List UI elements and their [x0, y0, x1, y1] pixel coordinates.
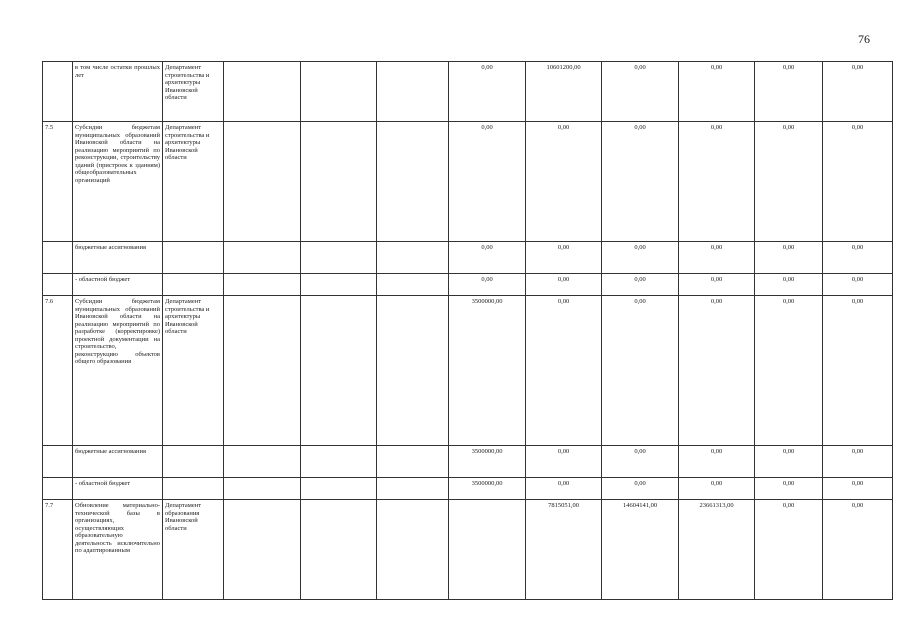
row-col6	[377, 478, 449, 500]
row-value-2: 0,00	[526, 274, 602, 296]
row-executor: Департамент строительства и архитектуры Ивановской области	[163, 62, 224, 122]
row-col5	[301, 242, 377, 274]
row-value-4: 0,00	[679, 274, 755, 296]
row-value-5: 0,00	[755, 500, 823, 600]
row-name: - областной бюджет	[73, 478, 163, 500]
table-row	[43, 478, 893, 500]
row-col5	[301, 122, 377, 242]
row-name: Обновление материально-технической базы в организациях, осуществляющих образовательную деятельность исключительно по адаптированным	[73, 500, 163, 600]
row-value-4: 0,00	[679, 122, 755, 242]
row-name: Субсидии бюджетам муниципальных образований Ивановской области на реализацию мероприятий по реконструкции, строительству зданий (пристроек к зданиям) общеобразовательных организаций	[73, 122, 163, 242]
row-name: бюджетные ассигнования	[73, 242, 163, 274]
row-value-5: 0,00	[755, 478, 823, 500]
row-value-3: 0,00	[602, 242, 679, 274]
row-name: - областной бюджет	[73, 274, 163, 296]
row-name: бюджетные ассигнования	[73, 446, 163, 478]
row-col6	[377, 122, 449, 242]
row-value-6: 0,00	[823, 446, 893, 478]
row-value-2: 0,00	[526, 296, 602, 446]
row-executor: Департамент образования Ивановской области	[163, 500, 224, 600]
row-value-4: 0,00	[679, 478, 755, 500]
row-index	[43, 274, 73, 296]
row-col5	[301, 478, 377, 500]
row-value-1: 0,00	[449, 274, 526, 296]
row-col4	[224, 122, 301, 242]
row-value-5: 0,00	[755, 296, 823, 446]
row-col6	[377, 446, 449, 478]
row-value-5: 0,00	[755, 242, 823, 274]
row-col6	[377, 500, 449, 600]
row-value-1: 0,00	[449, 242, 526, 274]
row-col4	[224, 62, 301, 122]
row-value-4: 0,00	[679, 62, 755, 122]
row-index	[43, 478, 73, 500]
row-col4	[224, 242, 301, 274]
row-value-3: 14604141,00	[602, 500, 679, 600]
row-index	[43, 446, 73, 478]
table-row	[43, 122, 893, 242]
table-row	[43, 296, 893, 446]
row-value-2: 0,00	[526, 446, 602, 478]
row-value-6: 0,00	[823, 478, 893, 500]
row-col4	[224, 274, 301, 296]
row-value-5: 0,00	[755, 62, 823, 122]
row-value-2: 0,00	[526, 122, 602, 242]
row-value-6: 0,00	[823, 122, 893, 242]
row-col4	[224, 500, 301, 600]
row-value-1: 3500000,00	[449, 478, 526, 500]
row-value-1: 0,00	[449, 122, 526, 242]
table-row	[43, 274, 893, 296]
row-value-4: 23661313,00	[679, 500, 755, 600]
table-row	[43, 242, 893, 274]
row-col6	[377, 62, 449, 122]
row-index: 7.5	[43, 122, 73, 242]
row-value-6: 0,00	[823, 296, 893, 446]
row-value-3: 0,00	[602, 296, 679, 446]
row-value-3: 0,00	[602, 478, 679, 500]
row-value-1: 3500000,00	[449, 446, 526, 478]
row-value-2: 0,00	[526, 478, 602, 500]
row-executor	[163, 446, 224, 478]
row-col4	[224, 446, 301, 478]
row-value-5: 0,00	[755, 274, 823, 296]
row-index	[43, 242, 73, 274]
row-col5	[301, 446, 377, 478]
row-value-3: 0,00	[602, 122, 679, 242]
row-col6	[377, 242, 449, 274]
row-col5	[301, 274, 377, 296]
row-name: Субсидии бюджетам муниципальных образований Ивановской области на реализацию мероприятий по разработке (корректировке) проектной документации на строительство, реконструкцию объектов общего образования	[73, 296, 163, 446]
row-value-4: 0,00	[679, 296, 755, 446]
row-col4	[224, 296, 301, 446]
row-value-3: 0,00	[602, 446, 679, 478]
row-executor	[163, 274, 224, 296]
row-value-4: 0,00	[679, 242, 755, 274]
row-index	[43, 62, 73, 122]
row-executor: Департамент строительства и архитектуры Ивановской области	[163, 296, 224, 446]
row-executor: Департамент строительства и архитектуры Ивановской области	[163, 122, 224, 242]
table-row	[43, 446, 893, 478]
table-row	[43, 62, 893, 122]
row-value-1: 3500000,00	[449, 296, 526, 446]
row-value-4: 0,00	[679, 446, 755, 478]
page-number: 76	[858, 32, 870, 46]
row-col5	[301, 62, 377, 122]
row-col6	[377, 274, 449, 296]
row-executor	[163, 478, 224, 500]
row-name: в том числе остатки прошлых лет	[73, 62, 163, 122]
row-value-1: 0,00	[449, 62, 526, 122]
table-row	[43, 500, 893, 600]
row-value-6: 0,00	[823, 274, 893, 296]
row-executor	[163, 242, 224, 274]
row-index: 7.6	[43, 296, 73, 446]
row-index: 7.7	[43, 500, 73, 600]
budget-table	[42, 61, 893, 600]
row-value-3: 0,00	[602, 274, 679, 296]
row-value-6: 0,00	[823, 242, 893, 274]
row-col4	[224, 478, 301, 500]
row-value-2: 7815051,00	[526, 500, 602, 600]
row-value-6: 0,00	[823, 500, 893, 600]
row-value-3: 0,00	[602, 62, 679, 122]
row-col5	[301, 296, 377, 446]
row-value-2: 10601200,00	[526, 62, 602, 122]
row-value-1	[449, 500, 526, 600]
row-col5	[301, 500, 377, 600]
row-value-5: 0,00	[755, 122, 823, 242]
row-value-6: 0,00	[823, 62, 893, 122]
row-value-2: 0,00	[526, 242, 602, 274]
row-col6	[377, 296, 449, 446]
row-value-5: 0,00	[755, 446, 823, 478]
